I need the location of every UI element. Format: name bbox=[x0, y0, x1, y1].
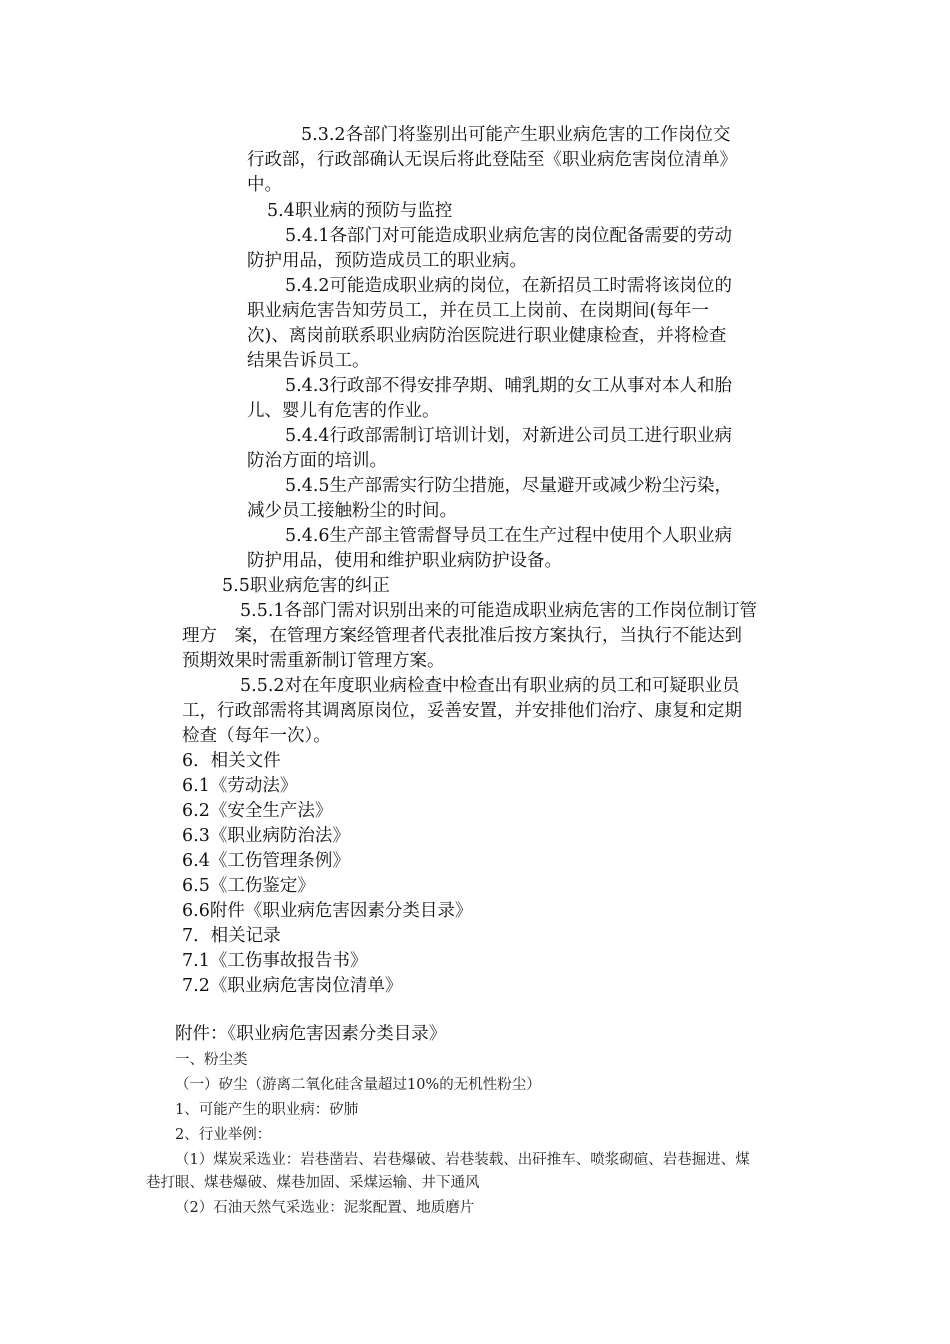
para-5-5-2-line-2: 工，行政部需将其调离原岗位，妥善安置，并安排他们治疗、康复和定期 bbox=[182, 701, 742, 721]
para-5-4-3-line-2: 儿、婴儿有危害的作业。 bbox=[247, 401, 440, 421]
appendix-examples-heading: 2、行业举例： bbox=[175, 1127, 272, 1143]
appendix-category-1: 一、粉尘类 bbox=[175, 1052, 248, 1068]
appendix-example-1-line-1: （1）煤炭采选业：岩巷凿岩、岩巷爆破、岩巷装载、出矸推车、喷浆砌碹、岩巷掘进、煤 bbox=[175, 1152, 750, 1168]
para-5-5-1-line-1: 5.5.1各部门需对识别出来的可能造成职业病危害的工作岗位制订管 bbox=[240, 601, 758, 621]
para-5-3-2-line-3: 中。 bbox=[247, 175, 282, 195]
para-5-4-1-line-1: 5.4.1各部门对可能造成职业病危害的岗位配备需要的劳动 bbox=[285, 226, 733, 246]
para-5-3-2-line-1: 5.3.2各部门将鉴别出可能产生职业病危害的工作岗位交 bbox=[301, 125, 731, 145]
para-5-4-2-line-2: 职业病危害告知劳员工，并在员工上岗前、在岗期间(每年一 bbox=[247, 301, 709, 321]
para-5-4-3-line-1: 5.4.3行政部不得安排孕期、哺乳期的女工从事对本人和胎 bbox=[285, 376, 733, 396]
para-5-4-2-line-4: 结果告诉员工。 bbox=[247, 351, 370, 371]
para-5-5-1-line-2: 理方 案，在管理方案经管理者代表批准后按方案执行，当执行不能达到 bbox=[182, 626, 742, 646]
para-5-5-2-line-1: 5.5.2对在年度职业病检查中检查出有职业病的员工和可疑职业员 bbox=[240, 676, 740, 696]
para-5-4-2-line-1: 5.4.2可能造成职业病的岗位，在新招员工时需将该岗位的 bbox=[285, 276, 733, 296]
doc-item-6-5: 6.5《工伤鉴定》 bbox=[182, 876, 315, 896]
para-5-4-6-line-2: 防护用品，使用和维护职业病防护设备。 bbox=[247, 551, 562, 571]
doc-item-6-1: 6.1《劳动法》 bbox=[182, 776, 298, 796]
heading-6: 6．相关文件 bbox=[182, 751, 281, 771]
appendix-disease: 1、可能产生的职业病：矽肺 bbox=[175, 1102, 359, 1118]
para-5-4-6-line-1: 5.4.6生产部主管需督导员工在生产过程中使用个人职业病 bbox=[285, 526, 733, 546]
appendix-title: 附件：《职业病危害因素分类目录》 bbox=[175, 1024, 447, 1044]
appendix-example-1-line-2: 巷打眼、煤巷爆破、煤巷加固、采煤运输、井下通风 bbox=[146, 1175, 480, 1191]
para-5-5-2-line-3: 检查（每年一次）。 bbox=[182, 726, 331, 746]
record-item-7-2: 7.2《职业病危害岗位清单》 bbox=[182, 976, 403, 996]
doc-item-6-4: 6.4《工伤管理条例》 bbox=[182, 851, 350, 871]
heading-5-4: 5.4职业病的预防与监控 bbox=[267, 201, 453, 221]
appendix-example-2: （2）石油天然气采选业：泥浆配置、地质磨片 bbox=[175, 1200, 475, 1216]
para-5-4-4-line-1: 5.4.4行政部需制订培训计划，对新进公司员工进行职业病 bbox=[285, 426, 733, 446]
para-5-4-5-line-2: 减少员工接触粉尘的时间。 bbox=[247, 501, 457, 521]
doc-item-6-6: 6.6附件《职业病危害因素分类目录》 bbox=[182, 901, 473, 921]
doc-item-6-3: 6.3《职业病防治法》 bbox=[182, 826, 350, 846]
heading-7: 7．相关记录 bbox=[182, 926, 281, 946]
para-5-4-2-line-3: 次)、离岗前联系职业病防治医院进行职业健康检查，并将检查 bbox=[247, 326, 727, 346]
record-item-7-1: 7.1《工伤事故报告书》 bbox=[182, 951, 368, 971]
para-5-4-5-line-1: 5.4.5生产部需实行防尘措施，尽量避开或减少粉尘污染， bbox=[285, 476, 733, 496]
appendix-subcategory-1: （一）矽尘（游离二氧化硅含量超过10%的无机性粉尘） bbox=[175, 1077, 541, 1093]
para-5-4-1-line-2: 防护用品，预防造成员工的职业病。 bbox=[247, 251, 527, 271]
doc-item-6-2: 6.2《安全生产法》 bbox=[182, 801, 333, 821]
para-5-5-1-line-3: 预期效果时需重新制订管理方案。 bbox=[182, 651, 445, 671]
para-5-3-2-line-2: 行政部，行政部确认无误后将此登陆至《职业病危害岗位清单》 bbox=[247, 150, 737, 170]
heading-5-5: 5.5职业病危害的纠正 bbox=[222, 576, 390, 596]
para-5-4-4-line-2: 防治方面的培训。 bbox=[247, 451, 387, 471]
